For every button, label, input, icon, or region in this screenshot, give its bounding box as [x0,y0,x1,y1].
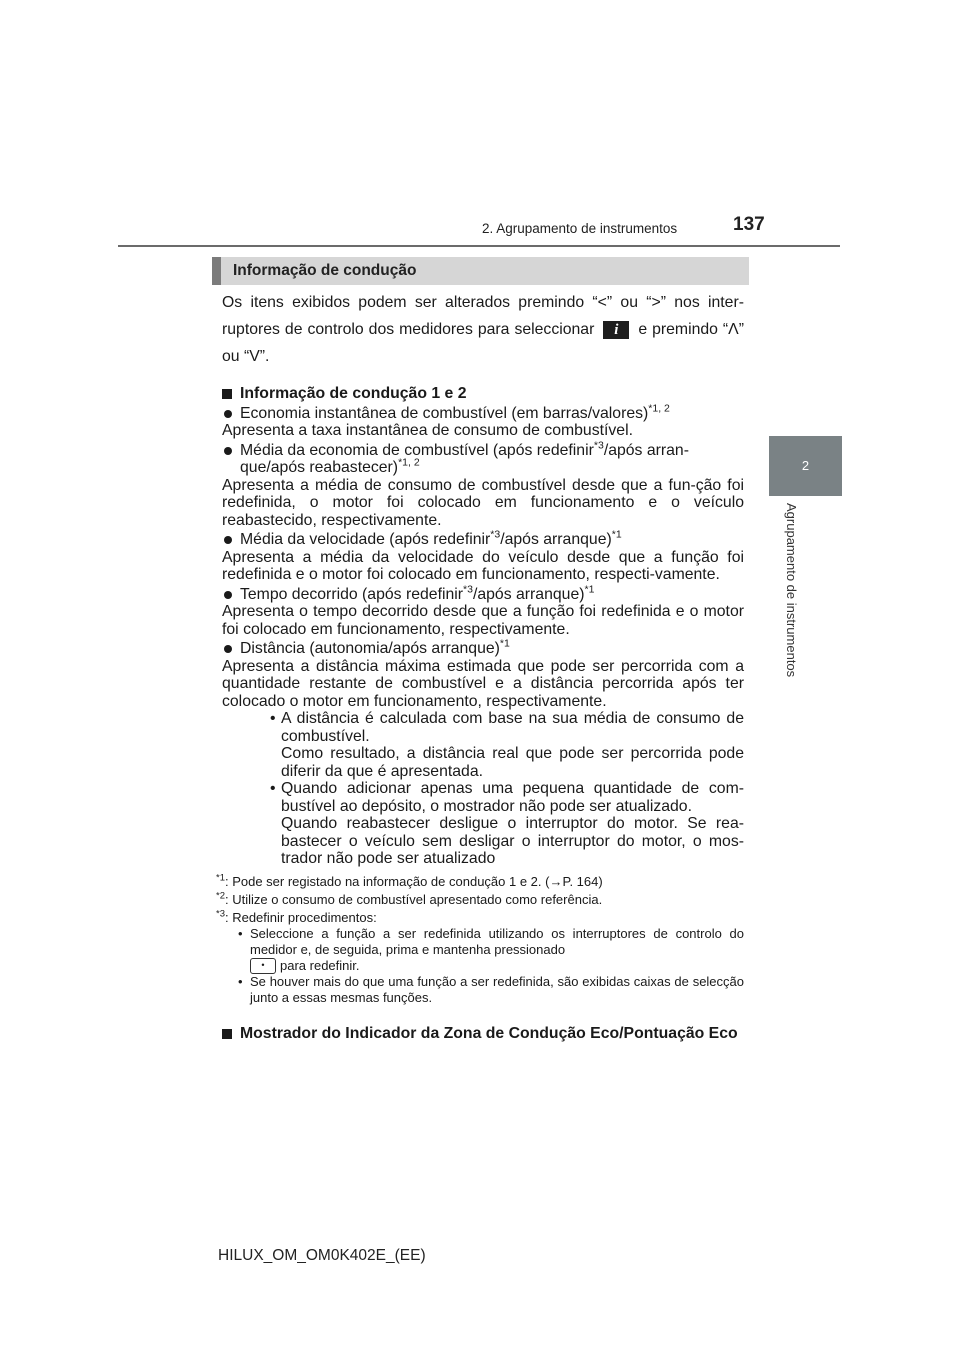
dash-text: Quando reabastecer desligue o interruptor do motor. Se rea-bastecer o veículo sem desligar o interruptor do motor, o mos-trador não pode ser atualizado [281,815,744,867]
subheading-driving-info [222,385,744,403]
chapter-side-label-text: Agrupamento de instrumentos [784,503,799,678]
subheading-text: Informação de condução 1 e 2 [240,385,467,402]
list-item [222,439,744,477]
header-divider [118,245,840,247]
main-content [216,289,744,1047]
item-title: Economia instantânea de combustível (em barras/valores)$^{*1, 2}$ [240,402,670,422]
footnotes [216,874,744,1007]
dash-text: Como resultado, a distância real que pode ser percorrida pode diferir da que é apresentada. [281,745,744,780]
bullet-icon [224,591,232,599]
page-number: 137 [733,214,765,235]
item-description: Apresenta a média de consumo de combustível desde que a fun-ção foi redefinida, o motor foi colocado em funcionamento e o veículo reabastecido, respectivamente. [222,476,744,529]
bullet-icon [224,410,232,418]
section-title: Informação de condução [233,262,417,279]
item-title: Tempo decorrido (após redefinir$^{*3}$/após arranque)$^{*1}$ [240,583,595,603]
item-description: Apresenta a distância máxima estimada que pode ser percorrida com a quantidade restante de combustível e a distância percorrida após ter colocado o motor em funcionamento, respectivamente. [222,657,744,710]
footnote: $^{*2}$: Utilize o consumo de combustível apresentado como referência. [216,890,603,907]
reset-button-icon: • [250,958,276,974]
item-title: Média da economia de combustível (após redefinir$^{*3}$/após arran-que/após reabastecer)$^{*1, 2}$ [240,439,689,476]
subheading-eco-zone [222,1020,744,1047]
list-item [222,528,744,549]
footnote: $^{*1}$: Pode ser registado na informação de condução 1 e 2. (→P. 164) [216,872,603,889]
dash-text: A distância é calculada com base na sua média de consumo de combustível. [281,710,744,745]
bullet-icon [224,536,232,544]
item-title: Média da velocidade (após redefinir$^{*3}$/após arranque)$^{*1}$ [240,528,622,548]
dash-item: • Quando adicionar apenas uma pequena quantidade de com-bustível ao depósito, o mostrador não pode ser atualizado. Quando reabastecer desligue o interruptor do motor. Se rea-bastecer o veículo sem desligar o interruptor do motor, o mos-trador não pode ser atualizado [270,780,744,867]
footer-doc-code: HILUX_OM_OM0K402E_(EE) [218,1247,426,1264]
list-item [222,637,744,658]
intro-text-1: Os itens exibidos podem ser alterados premindo “<” ou “>” nos inter-ruptores de controlo dos medidores para seleccionar [222,294,744,338]
item-title: Distância (autonomia/após arranque)$^{*1}$ [240,637,510,657]
chapter-tab [769,436,842,496]
section-heading-bar [212,257,749,285]
square-bullet-icon [222,1029,232,1039]
list-item [222,583,744,604]
bullet-icon [224,447,232,455]
subheading-text: Mostrador do Indicador da Zona de Condução Eco/Pontuação Eco [240,1025,738,1043]
item-description: Apresenta o tempo decorrido desde que a função foi redefinida e o motor foi colocado em funcionamento, respectivamente. [222,603,744,638]
chapter-side-label [782,503,804,703]
square-bullet-icon [222,389,232,399]
footnote-bullet: • Seleccione a função a ser redefinida utilizando os interruptores de controlo do medidor e, de seguida, prima e mantenha pressionado • para redefinir. [238,925,744,973]
dash-text: Quando adicionar apenas uma pequena quantidade de com-bustível ao depósito, o mostrador não pode ser atualizado. [281,780,744,815]
header-section-title: 2. Agrupamento de instrumentos [482,221,678,236]
item-description: Apresenta a média da velocidade do veículo desde que a função foi redefinida e o motor foi colocado em funcionamento, respecti-vamente. [222,548,744,583]
footnote: $^{*3}$: Redefinir procedimentos: [216,908,377,925]
dash-item: • A distância é calculada com base na sua média de consumo de combustível. Como resultado, a distância real que pode ser percorrida pode diferir da que é apresentada. [270,710,744,780]
intro-text-2: e premindo “Λ” ou “V”. [222,321,744,365]
item-description: Apresenta a taxa instantânea de consumo de combustível. [222,422,633,439]
footnote-bullet: • Se houver mais do que uma função a ser redefinida, são exibidas caixas de selecção junto a essas mesmas funções. [238,974,744,1006]
chapter-tab-number: 2 [801,458,810,473]
intro-paragraph [222,289,744,370]
info-icon: i [603,321,629,339]
list-item [222,402,744,423]
bullet-icon [224,645,232,653]
